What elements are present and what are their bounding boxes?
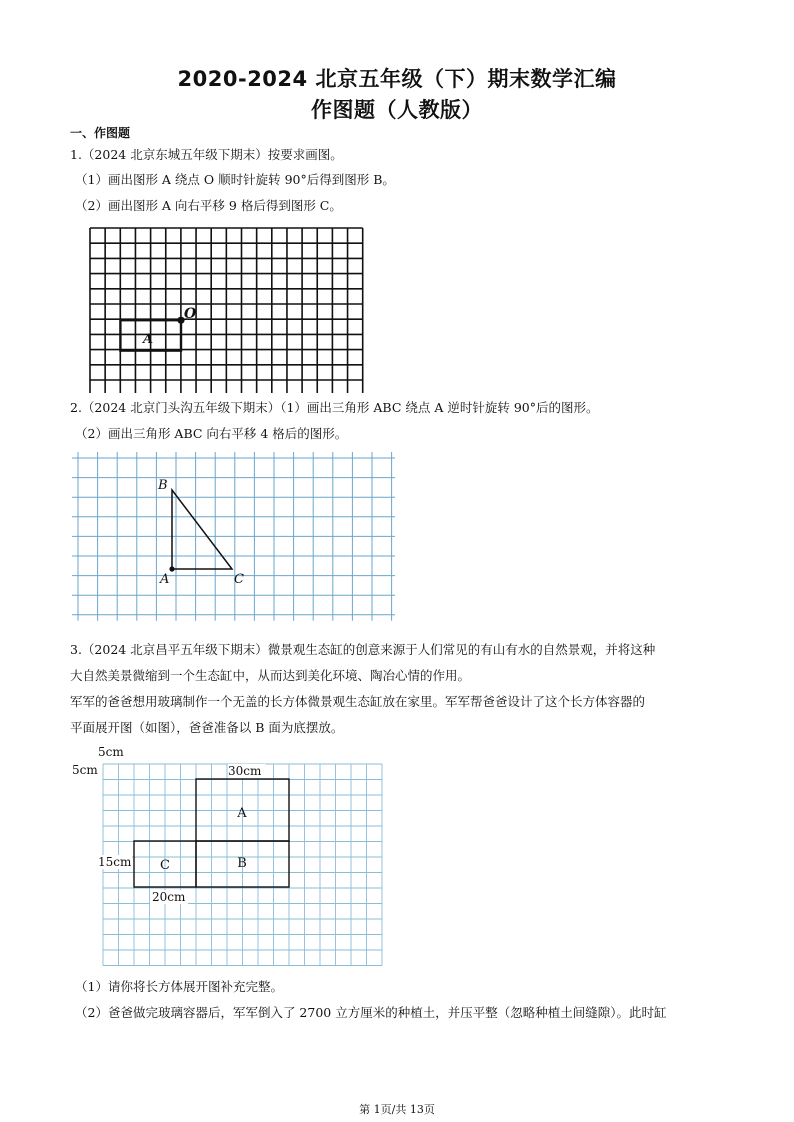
q3-para2-line1: 军军的爸爸想用玻璃制作一个无盖的长方体微景观生态缸放在家里。军军帮爸爸设计了这个长方体容器的 [70, 694, 646, 709]
q3-para1-line1: 3.（2024 北京昌平五年级下期末）微景观生态缸的创意来源于人们常见的有山有水的自然景观，并将这种 [70, 642, 656, 657]
q1-grid [90, 228, 363, 393]
page-subtitle: 作图题（人教版） [311, 98, 483, 122]
q3-part2: （2）爸爸做完玻璃容器后，军军倒入了 2700 立方厘米的种植土，并压平整（忽略种植土间缝隙）。此时缸 [75, 1005, 667, 1020]
q2-grid-figure [70, 450, 395, 630]
q2-label-a: A [160, 572, 170, 587]
dim-20-label: 20cm [152, 890, 186, 904]
q3-net-figure [70, 742, 400, 972]
q1-part1: （1）画出图形 A 绕点 O 顺时针旋转 90°后得到图形 B。 [75, 172, 395, 187]
q1-label-a: A [143, 332, 154, 347]
q2-stem: 2.（2024 北京门头沟五年级下期末）（1）画出三角形 ABC 绕点 A 逆时针旋转 90°后的图形。 [70, 400, 599, 415]
q2-part2: （2）画出三角形 ABC 向右平移 4 格后的图形。 [75, 426, 348, 441]
scale-left-label: 5cm [72, 763, 98, 777]
q3-part1: （1）请你将长方体展开图补充完整。 [75, 979, 283, 994]
page-title: 2020-2024 北京五年级（下）期末数学汇编 [177, 67, 617, 91]
q3-para2-line2: 平面展开图（如图），爸爸准备以 B 面为底摆放。 [70, 720, 344, 735]
q1-part2: （2）画出图形 A 向右平移 9 格后得到图形 C。 [75, 198, 342, 213]
triangle-abc [172, 490, 232, 569]
face-a-label: A [237, 806, 247, 821]
section-heading: 一、作图题 [70, 126, 131, 140]
face-c-label: C [160, 858, 170, 873]
dim-30-label: 30cm [228, 764, 262, 778]
point-a [169, 566, 174, 571]
q1-label-o: O [184, 306, 197, 322]
q2-grid [72, 452, 395, 621]
q2-label-b: B [158, 478, 168, 493]
q1-grid-figure [80, 218, 370, 393]
scale-top-label: 5cm [98, 745, 124, 759]
dim-15-label: 15cm [98, 855, 132, 869]
page-number: 第 1页/共 13页 [359, 1103, 435, 1116]
q2-label-c: C [234, 572, 244, 587]
face-b-label: B [237, 856, 247, 871]
q1-stem: 1.（2024 北京东城五年级下期末）按要求画图。 [70, 147, 343, 162]
q3-para1-line2: 大自然美景微缩到一个生态缸中，从而达到美化环境、陶冶心情的作用。 [70, 668, 471, 683]
